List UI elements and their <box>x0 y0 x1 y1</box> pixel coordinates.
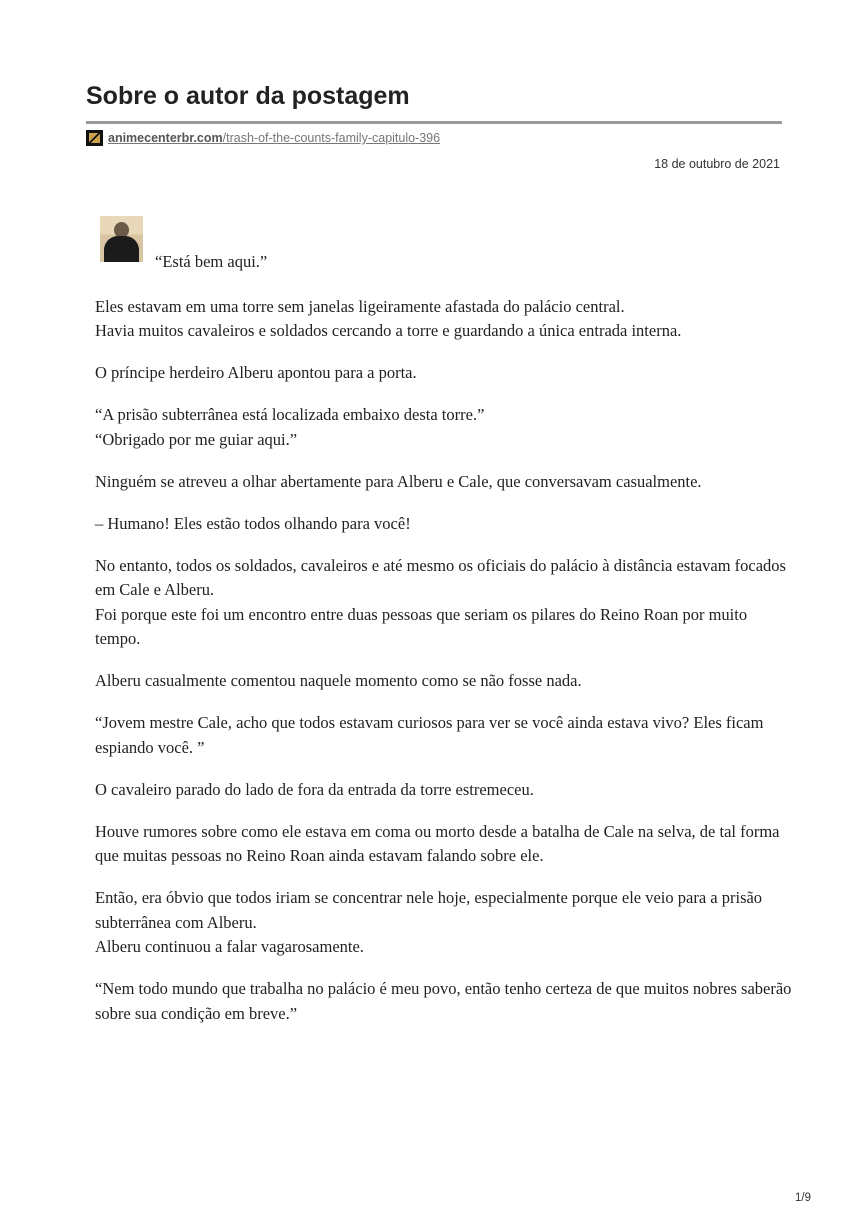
paragraph: No entanto, todos os soldados, cavaleiros e até mesmo os oficiais do palácio à distância estavam focados em Cale e Alberu. Foi porque este foi um encontro entre duas pessoas que seriam os pilares do Reino Roan por muito tempo. <box>95 555 786 648</box>
paragraph: Ninguém se atreveu a olhar abertamente para Alberu e Cale, que conversavam casualmente. <box>95 471 702 491</box>
title-divider <box>86 121 782 124</box>
page-indicator: 1/9 <box>795 1192 811 1204</box>
paragraph: O cavaleiro parado do lado de fora da entrada da torre estremeceu. <box>95 779 534 799</box>
paragraph: O príncipe herdeiro Alberu apontou para a porta. <box>95 363 417 382</box>
post-date: 18 de outubro de 2021 <box>654 157 780 171</box>
paragraph: Alberu casualmente comentou naquele momento como se não fosse nada. <box>95 671 582 690</box>
paragraph: “Jovem mestre Cale, acho que todos estavam curiosos para ver se você ainda estava vivo? Eles ficam espiando você. ” <box>95 713 764 757</box>
source-line <box>86 130 440 146</box>
source-path: /trash-of-the-counts-family-capitulo-396 <box>222 131 441 145</box>
paragraph: “A prisão subterrânea está localizada embaixo desta torre.” “Obrigado por me guiar aqui.” <box>95 405 485 449</box>
paragraph: Eles estavam em uma torre sem janelas ligeiramente afastada do palácio central. Havia muitos cavaleiros e soldados cercando a torre e guardando a única entrada interna. <box>95 296 682 340</box>
paragraph: – Humano! Eles estão todos olhando para você! <box>95 513 411 533</box>
source-domain: animecenterbr.com <box>108 131 223 145</box>
paragraph: Houve rumores sobre como ele estava em coma ou morto desde a batalha de Cale na selva, de tal forma que muitas pessoas no Reino Roan ainda estavam falando sobre ele. <box>95 821 780 865</box>
paragraph: “Nem todo mundo que trabalha no palácio é meu povo, então tenho certeza de que muitos nobres saberão sobre sua condição em breve.” <box>95 979 792 1023</box>
article-body <box>95 250 795 1044</box>
page-title: Sobre o autor da postagem <box>86 82 410 110</box>
source-link[interactable] <box>108 131 440 145</box>
site-logo-icon <box>86 130 103 146</box>
paragraph: Então, era óbvio que todos iriam se concentrar nele hoje, especialmente porque ele veio para a prisão subterrânea com Alberu. Alberu continuou a falar vagarosamente. <box>95 888 763 956</box>
paragraph: “Está bem aqui.” <box>155 252 268 271</box>
